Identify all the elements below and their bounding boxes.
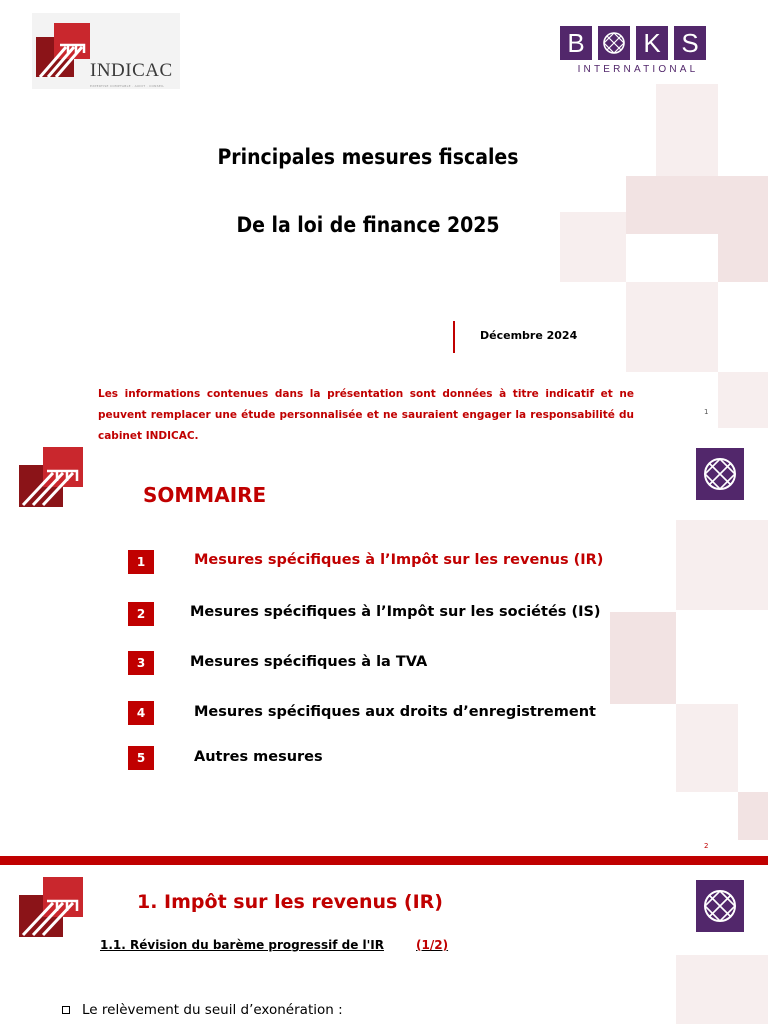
slide-separator <box>0 856 768 865</box>
boks-letter-k: K <box>636 26 668 60</box>
date-divider <box>453 321 455 353</box>
boks-subtitle: INTERNATIONAL <box>577 64 699 75</box>
indicac-logo <box>32 13 180 89</box>
bullet-item <box>62 1002 343 1018</box>
slide1-date: Décembre 2024 <box>480 329 578 342</box>
subsection-heading <box>100 938 448 952</box>
sommaire-number-1: 1 <box>128 550 154 574</box>
slide2-page-number: 2 <box>704 842 709 850</box>
indicac-arrows-icon <box>19 447 83 509</box>
subsection-title: 1.1. Révision du barème progressif de l'IR <box>100 938 384 952</box>
sommaire-number-5: 5 <box>128 746 154 770</box>
sommaire-item-4[interactable]: Mesures spécifiques aux droits d’enregistrement <box>194 704 596 720</box>
sommaire-number-4: 4 <box>128 701 154 725</box>
indicac-wordmark: INDICAC <box>90 60 173 81</box>
section-heading: 1. Impôt sur les revenus (IR) <box>137 891 443 913</box>
slide1-page-number: 1 <box>704 408 709 416</box>
sommaire-item-3[interactable]: Mesures spécifiques à la TVA <box>190 654 428 670</box>
subsection-part: (1/2) <box>416 938 449 952</box>
boks-globe-icon <box>696 448 744 500</box>
sommaire-item-2[interactable]: Mesures spécifiques à l’Impôt sur les sociétés (IS) <box>190 604 601 620</box>
slide1-title-line2: De la loi de finance 2025 <box>236 213 500 237</box>
boks-letter-s: S <box>674 26 706 60</box>
sommaire-item-5[interactable]: Autres mesures <box>194 749 323 765</box>
sommaire-number-3: 3 <box>128 651 154 675</box>
boks-globe-icon <box>598 26 630 60</box>
sommaire-heading: SOMMAIRE <box>143 483 267 507</box>
boks-globe-icon <box>696 880 744 932</box>
boks-letter-b: B <box>560 26 592 60</box>
sommaire-item-1[interactable]: Mesures spécifiques à l’Impôt sur les revenus (IR) <box>194 552 604 568</box>
indicac-arrows-icon <box>36 23 90 81</box>
boks-logo <box>560 26 716 80</box>
sommaire-number-2: 2 <box>128 602 154 626</box>
indicac-tagline: EXPERTISE COMPTABLE · AUDIT · CONSEIL <box>90 84 165 88</box>
square-bullet-icon <box>62 1006 70 1014</box>
bullet-text: Le relèvement du seuil d’exonération : <box>82 1002 343 1018</box>
slide1-title-line1: Principales mesures fiscales <box>217 145 519 169</box>
indicac-arrows-icon <box>19 877 83 939</box>
slide1-disclaimer: Les informations contenues dans la présentation sont données à titre indicatif et ne peuvent remplacer une étude personnalisée et ne sauraient engager la responsabilité du cabinet INDICAC. <box>98 388 634 442</box>
